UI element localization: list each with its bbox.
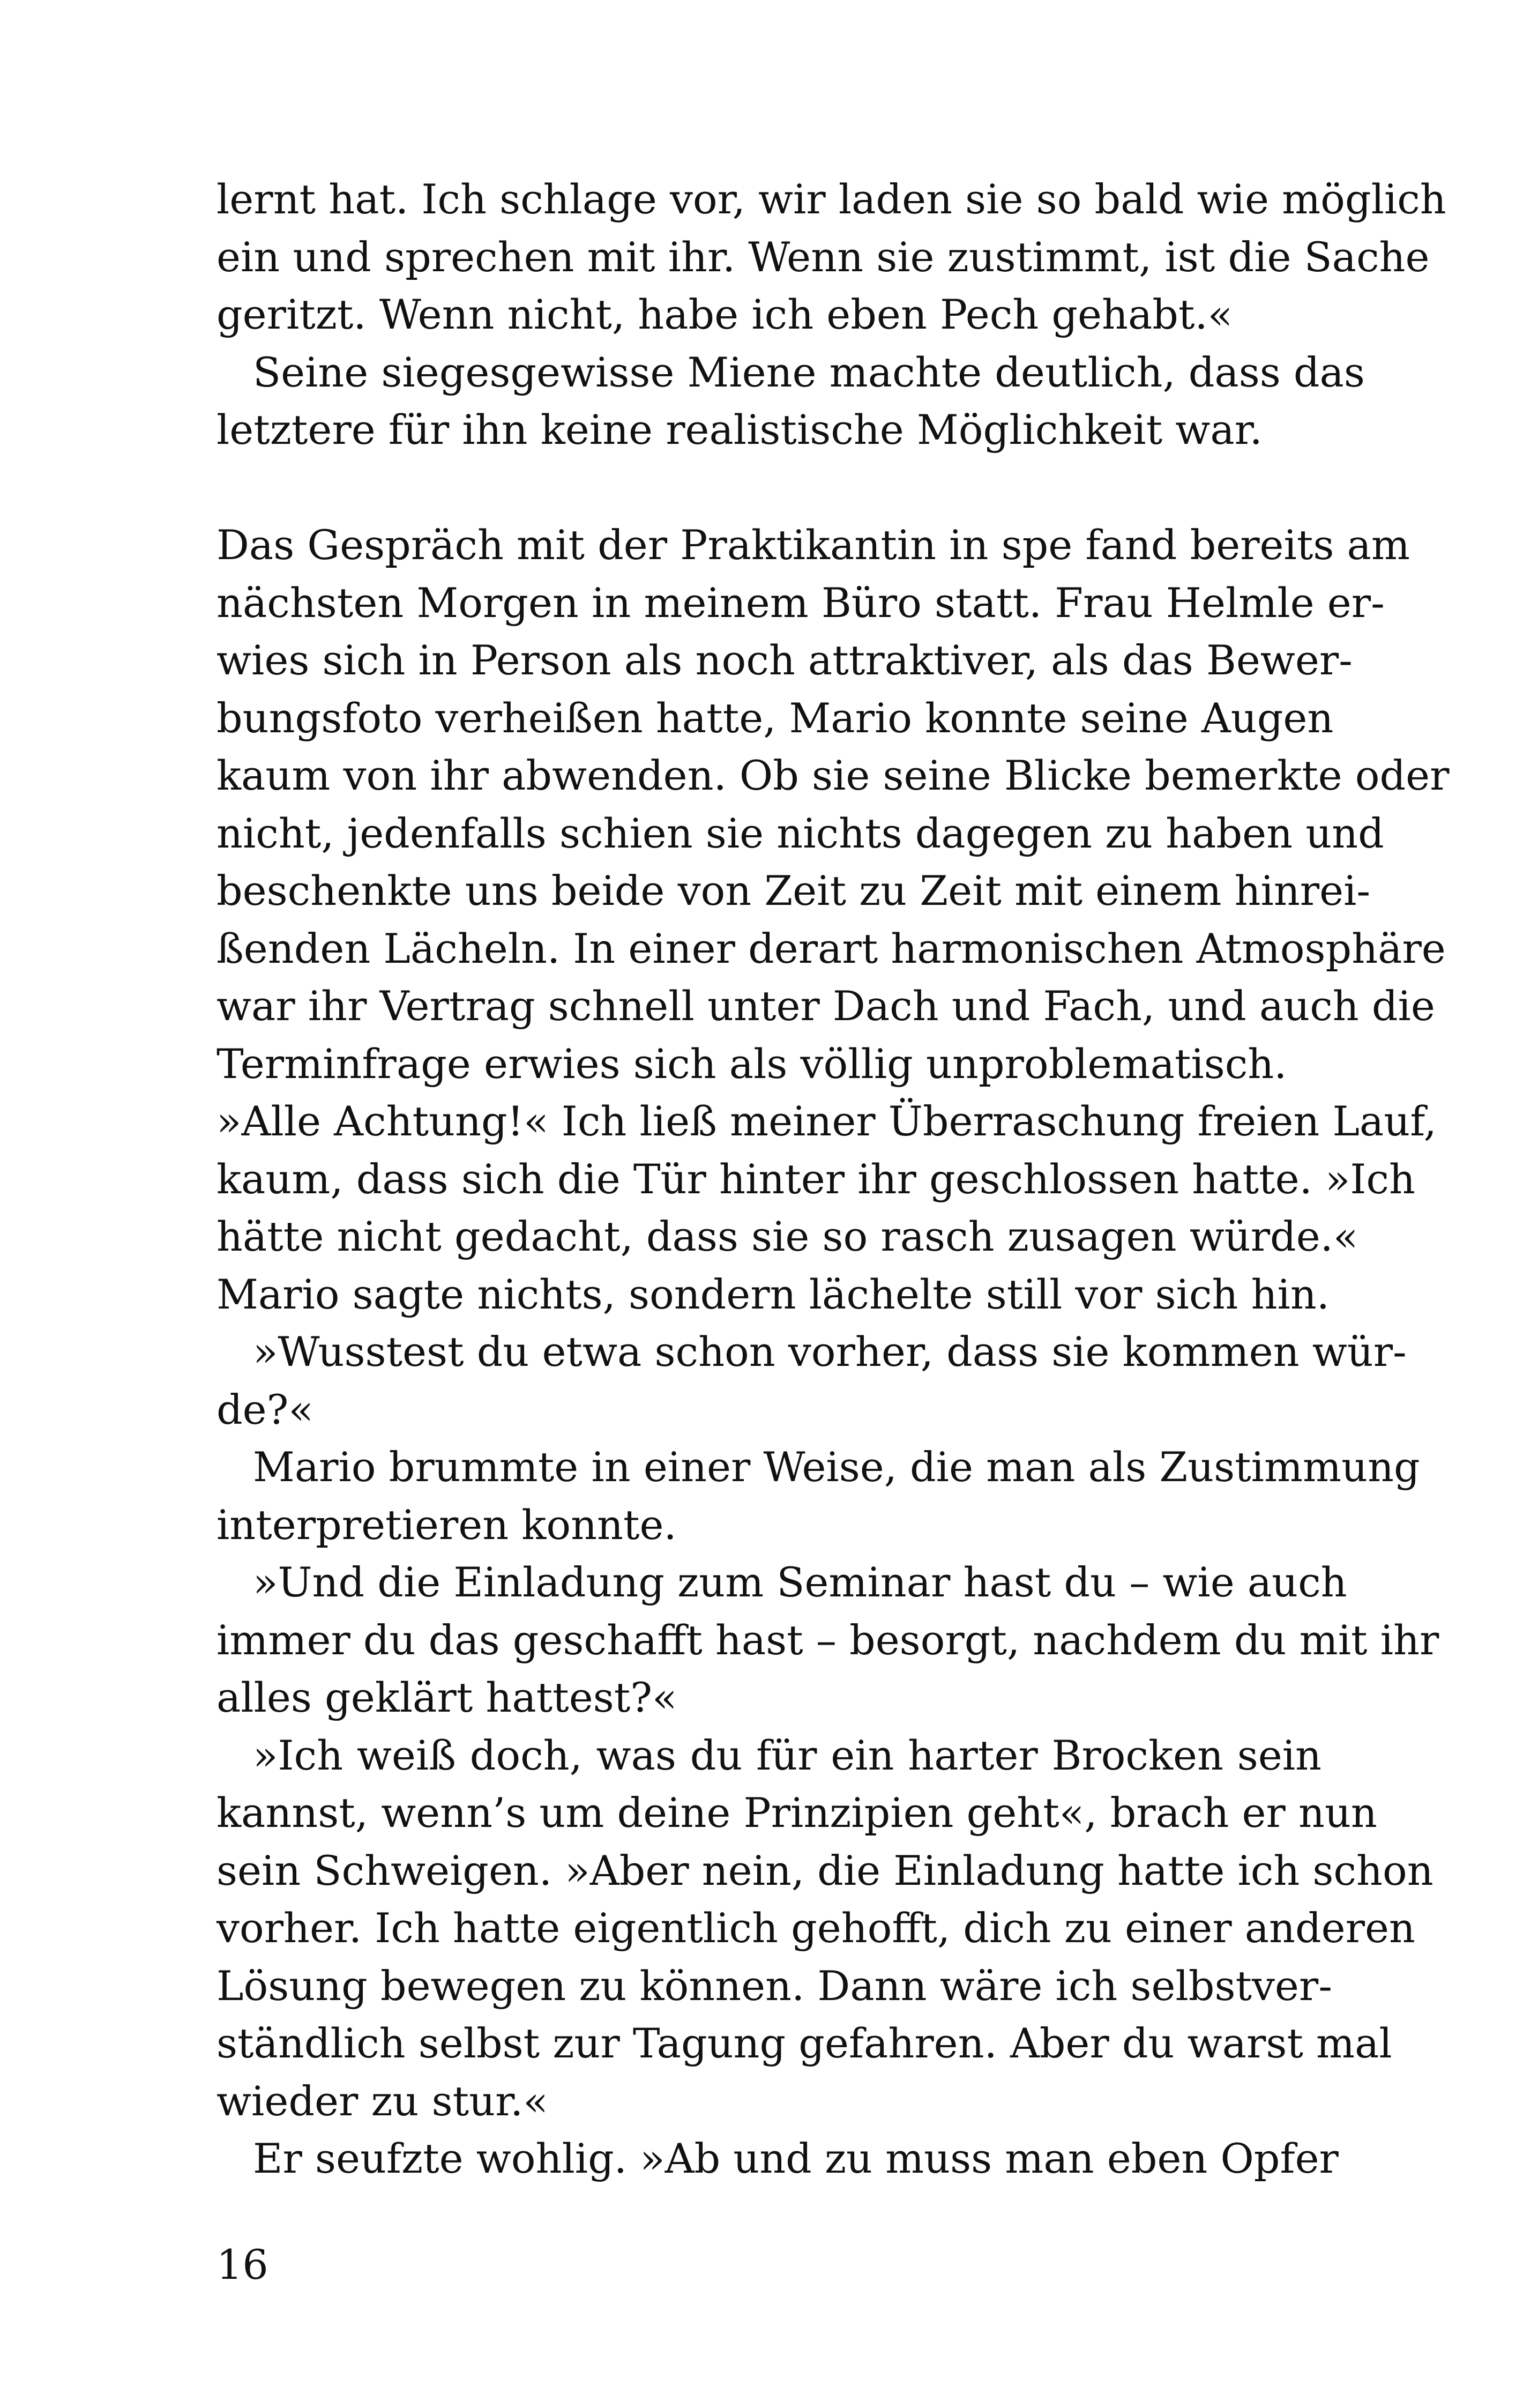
text-line: ßenden Lächeln. In einer derart harmonischen Atmosphäre xyxy=(216,924,1446,972)
text-line: ständlich selbst zur Tagung gefahren. Aber du warst mal xyxy=(216,2019,1392,2067)
text-line: sein Schweigen. »Aber nein, die Einladung hatte ich schon xyxy=(216,1846,1434,1894)
text-line: kannst, wenn’s um deine Prinzipien geht«, brach er nun xyxy=(216,1789,1377,1837)
text-line: nicht, jedenfalls schien sie nichts dagegen zu haben und xyxy=(216,809,1384,857)
text-line: beschenkte uns beide von Zeit zu Zeit mit einem hinrei- xyxy=(216,867,1371,915)
text-line: »Alle Achtung!« Ich ließ meiner Überraschung freien Lauf, xyxy=(216,1097,1437,1145)
text-line: de?« xyxy=(216,1385,313,1433)
text-line: Mario sagte nichts, sondern lächelte still vor sich hin. xyxy=(216,1270,1330,1318)
section-break xyxy=(216,459,1322,517)
text-line: Lösung bewegen zu können. Dann wäre ich selbstver- xyxy=(216,1961,1332,2010)
text-line: Mario brummte in einer Weise, die man als Zustimmung xyxy=(253,1443,1420,1491)
text-line: kaum von ihr abwenden. Ob sie seine Blicke bemerkte oder xyxy=(216,752,1450,799)
text-line: nächsten Morgen in meinem Büro statt. Frau Helmle er- xyxy=(216,578,1385,627)
text-line: geritzt. Wenn nicht, habe ich eben Pech gehabt.« xyxy=(216,291,1233,338)
text-line: Terminfrage erwies sich als völlig unproblematisch. xyxy=(216,1039,1287,1088)
text-line: »Und die Einladung zum Seminar hast du – wie auch xyxy=(253,1558,1347,1606)
text-line: bungsfoto verheißen hatte, Mario konnte seine Augen xyxy=(216,694,1334,742)
text-line: »Wusstest du etwa schon vorher, dass sie kommen wür- xyxy=(253,1328,1407,1376)
text-line: ein und sprechen mit ihr. Wenn sie zustimmt, ist die Sache xyxy=(216,233,1430,281)
text-line: Seine siegesgewisse Miene machte deutlich, dass das xyxy=(253,348,1365,396)
text-line: hätte nicht gedacht, dass sie so rasch zusagen würde.« xyxy=(216,1213,1358,1260)
text-line: wieder zu stur.« xyxy=(216,2077,548,2125)
text-line: alles geklärt hattest?« xyxy=(216,1674,677,1721)
text-line: »Ich weiß doch, was du für ein harter Brocken sein xyxy=(253,1731,1322,1779)
text-line: Er seufzte wohlig. »Ab und zu muss man eben Opfer xyxy=(253,2135,1339,2182)
text-line: lernt hat. Ich schlage vor, wir laden sie so bald wie möglich xyxy=(216,175,1446,223)
page-number: 16 xyxy=(216,2241,268,2288)
text-line: letztere für ihn keine realistische Möglichkeit war. xyxy=(216,406,1263,454)
text-line: vorher. Ich hatte eigentlich gehofft, dich zu einer anderen xyxy=(216,1904,1415,1952)
text-line: wies sich in Person als noch attraktiver, als das Bewer- xyxy=(216,636,1353,684)
page-body-text xyxy=(216,170,1450,2188)
text-line: war ihr Vertrag schnell unter Dach und Fach, und auch die xyxy=(216,982,1435,1030)
text-line: immer du das geschafft hast – besorgt, nachdem du mit ihr xyxy=(216,1616,1439,1664)
text-line: Das Gespräch mit der Praktikantin in spe fand bereits am xyxy=(216,521,1410,569)
text-line: kaum, dass sich die Tür hinter ihr geschlossen hatte. »Ich xyxy=(216,1155,1415,1203)
text-line: interpretieren konnte. xyxy=(216,1500,677,1549)
